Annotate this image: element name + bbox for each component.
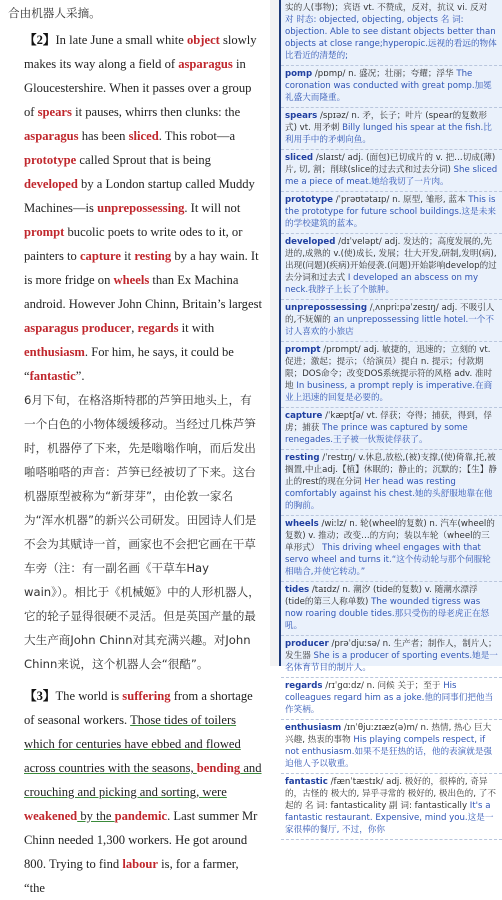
text-run: than Ex Machina android. However John Chinn, Britain’s largest [24, 273, 262, 311]
vocab-headword: enthusiasm [285, 723, 342, 733]
vocab-definition: /ˈprəʊtətaɪp/ n. 原型, 雏形, 蓝本 [335, 195, 466, 205]
vocab-example: The coronation was conducted with great pomp.加冕礼盛大而隆重。 [285, 69, 492, 103]
highlighted-vocab-word: fantastic [29, 369, 76, 383]
text-run: The world is [55, 689, 123, 703]
highlighted-vocab-word: bending [196, 761, 241, 775]
text-run: in Gloucestershire. When it passes over a group of [24, 57, 252, 119]
vocab-entry [281, 720, 502, 774]
text-run: . Last summer Mr Chinn needed 1,300 workers. He got around 800. Trying to find [24, 809, 258, 871]
highlighted-vocab-word: unprepossessing [97, 201, 185, 215]
vocab-example: Her head was resting comfortably against his chest.她的头舒服地靠在他的胸前。 [285, 477, 493, 511]
vocab-example: an unprepossessing little hotel.一个不讨人喜欢的小旅店 [285, 315, 494, 337]
highlighted-vocab-word: object [186, 33, 220, 47]
text-run: it [121, 249, 135, 263]
highlighted-vocab-word: resting [134, 249, 172, 263]
highlighted-vocab-word: asparagus [178, 57, 233, 71]
vocab-definition: /wiːlz/ n. 轮(wheel的复数) n. 汽车(wheel的复数) v. 推动；改变…的方向；装以车轮（wheel的三单形式） [285, 519, 495, 553]
highlighted-vocab-word: labour [122, 857, 159, 871]
vocab-definition: /spɪəz/ n. 矛，长子；叶片 (spear的复数形式) vt. 用矛刺 [285, 111, 487, 133]
vocab-headword: prompt [285, 345, 321, 355]
text-run: Those tides of toilers which for centuries have ebbed and flowed across countries with the seasons, [24, 713, 241, 775]
text-run: has been [78, 129, 129, 143]
vocab-entry [281, 0, 502, 66]
text-run: by the [77, 809, 115, 823]
vocab-entry [281, 192, 502, 234]
text-run: by a London startup called Muddy Machines—is [24, 177, 255, 215]
vocabulary-panel [279, 0, 502, 835]
vocab-headword: fantastic [285, 777, 328, 787]
highlighted-vocab-word: weakened [24, 809, 78, 823]
vocab-entry [281, 636, 502, 678]
vocab-definition: /fænˈtæstɪk/ adj. 极好的，很棒的, 奇异的，古怪的 极大的, 异乎寻常的 极好的, 极出色的, 了不起的 名 词: fantasticality 副 词: fantastically [285, 777, 496, 811]
vocab-example: She is a producer of sporting events.她是一名体育节目的制片人。 [285, 651, 498, 673]
vocab-definition: /pɒmp/ n. 盛况；壮丽；夸耀；浮华 [314, 69, 454, 79]
paragraph-3-english [0, 684, 270, 900]
vocab-definition: /prəˈdjuːsə/ n. 生产者；制作人，制片人；发生器 [285, 639, 497, 661]
vocab-example: His colleagues regard him as a joke.他的同事们把他当作笑柄。 [285, 681, 494, 715]
vocab-definition: /ɪnˈθjuːzɪæz(ə)m/ n. 热情, 热心 巨大兴趣, 热衷的事物 [285, 723, 492, 745]
vocab-example: The prince was captured by some renegades.王子被一伙叛徒俘获了。 [285, 423, 468, 445]
vocab-example: She sliced me a piece of meat.她给我切了一片肉。 [285, 165, 498, 187]
text-run: and crouching and picking and sorting, were [24, 761, 262, 799]
vocab-headword: spears [285, 111, 318, 121]
vocab-headword: capture [285, 411, 323, 421]
text-run: , [131, 321, 138, 335]
vocab-example: This is the prototype for future school buildings.这是未来的学校建筑的蓝本。 [285, 195, 496, 229]
highlighted-vocab-word: regards [137, 321, 179, 335]
text-run: . It will not [184, 201, 241, 215]
vocab-definition: /slaɪst/ adj. (面包)已切成片的 v. 把…切成(薄)片, 切, 割；削球(slice的过去式和过去分词) [285, 153, 496, 175]
vocab-definition: /dɪˈveləpt/ adj. 发达的；高度发展的,先进的,成熟的 v.(使)成长, 发展；壮大开发,研制,发明(病),出现(问题)(疾病)开始侵袭.(问题)开始影响develop的过去分词和过去式 [285, 237, 497, 283]
vocab-example: This driving wheel engages with that servo wheel and turns it.“这个传动轮与那个伺服轮相啮合,并使它转动。” [285, 543, 491, 577]
text-run: is, for a farmer, “the [24, 857, 239, 895]
paragraph-2-chinese: 6月下旬，在格洛斯特郡的芦笋田地头上，有一个白色的小物体缓缓移动。当经过几株芦笋时，机器停了下来，先是嗡嗡作响，而后发出啪嗒啪嗒的声音：芦笋已经被切了下来。这台机器原型被称为“新芽芽”，由伦敦一家名为“浑水机器”的新兴公司研发。田园诗人们是不会为其赋诗一首，画家也不会把它画在干草车旁（注：有一副名画《干草车Hay wain》）。相比于《机械姬》中的人形机器人，它的轮子显得很硬不灵活。但是英国产量的最大生产商John Chinn对其充满兴趣。对John Chinn来说，这个机器人会“很酷”。 [24, 393, 260, 671]
text-run: called Sprout that is being [76, 153, 211, 167]
vocab-entry [281, 408, 502, 450]
vocab-headword: unprepossessing [285, 303, 368, 313]
vocab-definition: /taɪdz/ n. 潮汐 (tide的复数) v. 随潮水漂浮 (tide的第三人称单数) [285, 585, 478, 607]
highlighted-vocab-word: developed [24, 177, 78, 191]
vocab-headword: sliced [285, 153, 314, 163]
vocab-definition: /rɪˈgɑːdz/ n. 问候 关于；至于 [325, 681, 441, 691]
vocab-entry [281, 108, 502, 150]
highlighted-vocab-word: wheels [113, 273, 150, 287]
vocab-headword: prototype [285, 195, 333, 205]
text-run: it pauses, whirrs then clunks: the [71, 105, 241, 119]
vocab-example: Billy lunged his spear at the fish.比利用手中的矛刺向鱼。 [285, 123, 492, 145]
text-run: . This robot—a [158, 129, 236, 143]
vocab-headword: pomp [285, 69, 313, 79]
vocab-definition: /ˈrestɪŋ/ v.休息,放松,(被)支撑,(使)倚靠,托,被搁置,中止adj.【植】休眠的；静止的；沉默的；【生】静止的rest的现在分词 [285, 453, 497, 487]
vocab-entry [281, 234, 502, 300]
vocab-entry [281, 774, 502, 840]
vocab-definition: 实的人(事物)；宾语 vt. 不赞成，反对，抗议 vi. 反对 [285, 3, 488, 13]
text-run: ”. [75, 369, 85, 383]
highlighted-vocab-word: asparagus producer [24, 321, 132, 335]
text-run: slowly makes its way along a field of [24, 33, 257, 71]
highlighted-vocab-word: pandemic [114, 809, 168, 823]
vocab-definition: /prɒmpt/ adj. 敏捷的，迅速的；立刻的 vt. 促进；激起；提示；（给演员）提白 n. 提示；付款期限；DOS命令；改变DOS系统提示符的风格 adv. 准时地 [285, 345, 493, 391]
vocab-entry [281, 66, 502, 108]
highlighted-vocab-word: spears [37, 105, 72, 119]
highlighted-vocab-word: capture [79, 249, 122, 263]
text-run: bucolic poets to write odes to it, or painters to [24, 225, 243, 263]
vocab-entry [281, 300, 502, 342]
vocab-definition: /ˌʌnpriːpəˈzesɪŋ/ adj. 不吸引人的,不妩媚的 [285, 303, 495, 325]
vocab-entry [281, 582, 502, 636]
paragraph-number: 【3】 [24, 689, 56, 703]
vocab-example: His playing compels respect, if not enthusiasm.如果不是狂热的话，他的表演就是强迫他人予以敬重。 [285, 735, 493, 769]
vocab-entry [281, 678, 502, 720]
vocab-entry [281, 450, 502, 516]
text-run: it with [178, 321, 215, 335]
vocab-entry [281, 342, 502, 408]
vocab-headword: developed [285, 237, 336, 247]
highlighted-vocab-word: sliced [128, 129, 159, 143]
vocab-example: I developed an abscess on my neck.我脖子上长了个脓肿。 [285, 273, 479, 295]
vocab-headword: tides [285, 585, 310, 595]
paragraph-2-english [0, 28, 270, 388]
text-run: from a shortage of seasonal workers. [24, 689, 253, 727]
vocab-example: It's a fantastic restaurant. Expensive, mind you.这是一家很棒的餐厅, 不过，你你 [285, 801, 494, 835]
vocab-example: In business, a prompt reply is imperative.在商业上迅速的回复是必要的。 [285, 381, 493, 403]
vocab-example: 对 时态: objected, objecting, objects 名 词: objection. Able to see distant objects better than objects at close range;hyperopic.远视的看远的物体比看近的清楚的; [285, 15, 497, 61]
paragraph-number: 【2】 [24, 33, 56, 47]
vocab-headword: resting [285, 453, 320, 463]
vocab-headword: regards [285, 681, 323, 691]
vocab-entry [281, 516, 502, 582]
vocab-entry [281, 150, 502, 192]
vocab-headword: producer [285, 639, 329, 649]
vocab-example: The wounded tigress was now roaring double tides.那只受伤的母老虎正在怒吼。 [285, 597, 490, 631]
intro-translation-tail: 合由机器人采摘。 [8, 6, 101, 20]
text-run: In late June a small white [55, 33, 187, 47]
vocab-headword: wheels [285, 519, 319, 529]
highlighted-vocab-word: asparagus [24, 129, 79, 143]
text-run: . For him, he says, it could be “ [24, 345, 234, 383]
highlighted-vocab-word: prototype [24, 153, 77, 167]
text-run: by a hay wain. It is more fridge on [24, 249, 259, 287]
column-divider [270, 0, 279, 666]
vocab-definition: /ˈkæptʃə/ vt. 俘获；夺得；捕获，得到，俘虏；捕获 [285, 411, 493, 433]
highlighted-vocab-word: suffering [122, 689, 171, 703]
highlighted-vocab-word: enthusiasm [24, 345, 85, 359]
highlighted-vocab-word: prompt [24, 225, 65, 239]
